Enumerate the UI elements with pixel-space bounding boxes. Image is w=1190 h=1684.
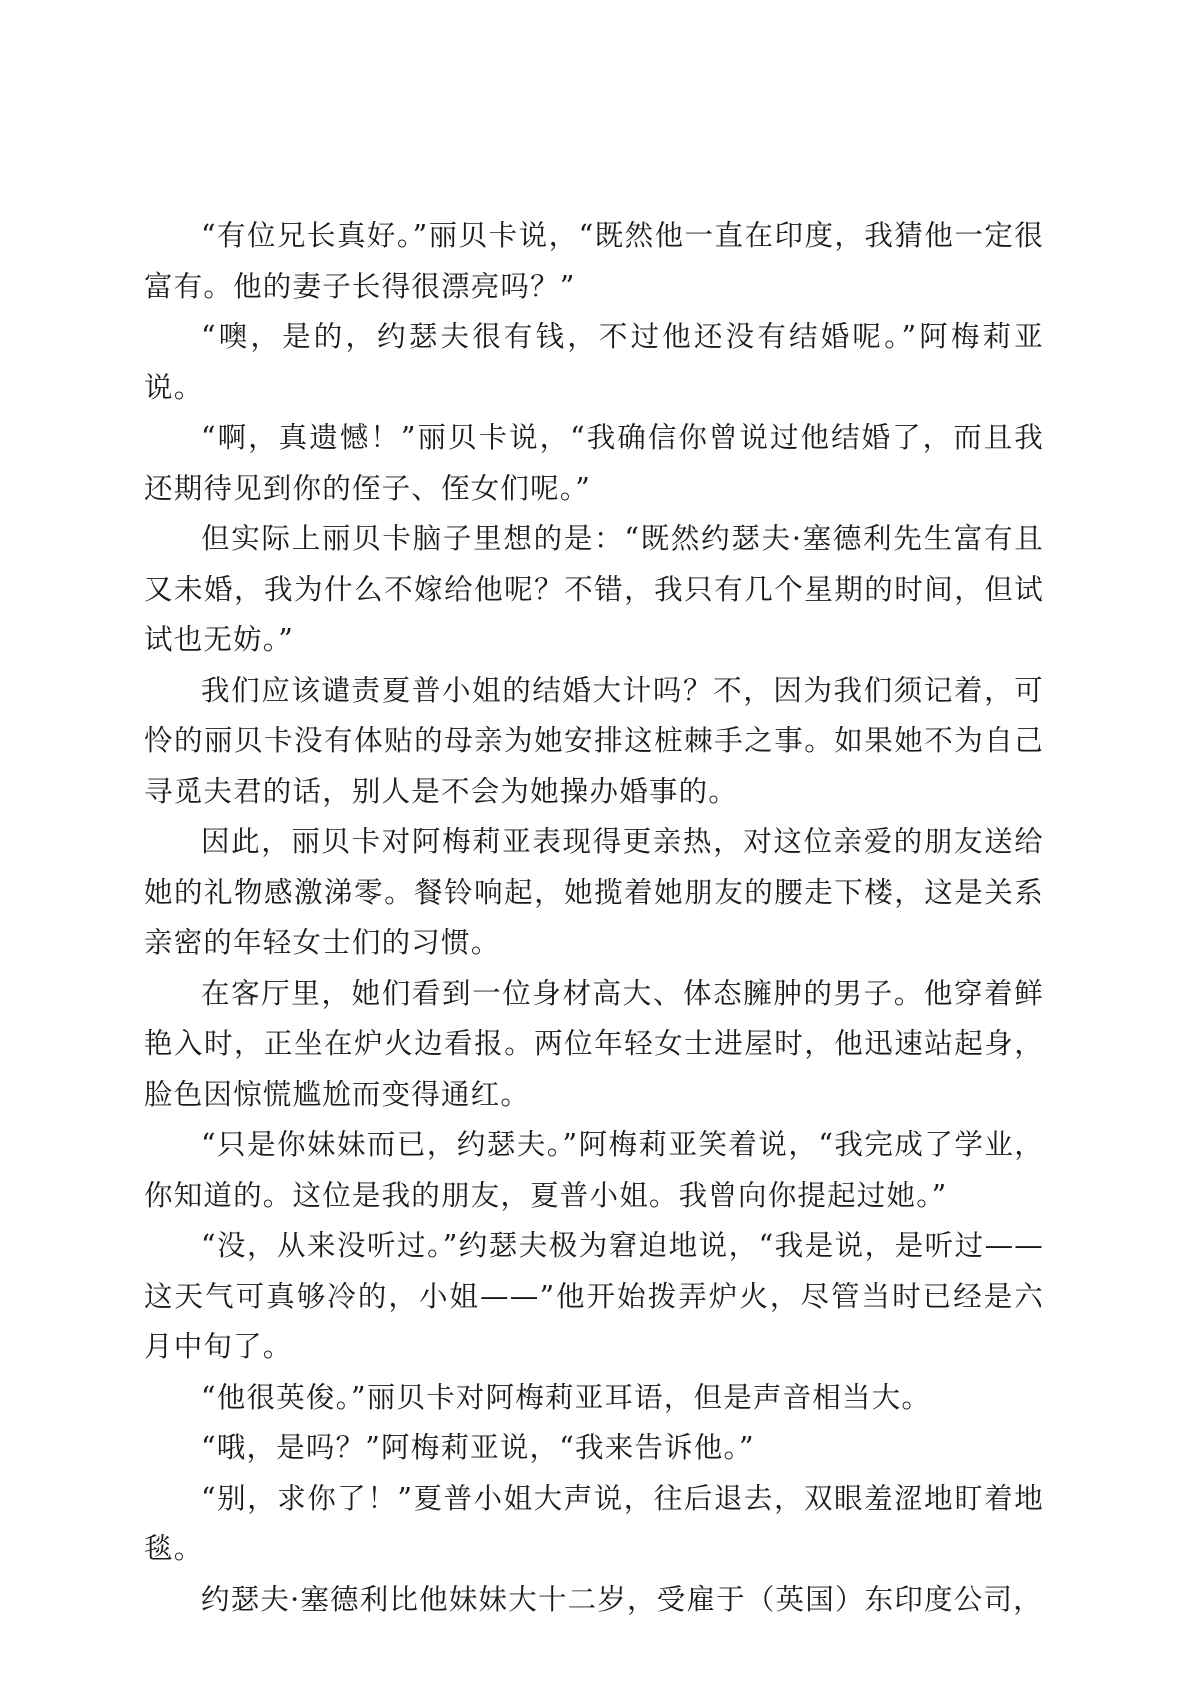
paragraph: “别，求你了！”夏普小姐大声说，往后退去，双眼羞涩地盯着地毯。 [144,1481,1044,1565]
paragraph: 我们应该谴责夏普小姐的结婚大计吗？不，因为我们须记着，可怜的丽贝卡没有体贴的母亲为她安排这桩棘手之事。如果她不为自己寻觅夫君的话，别人是不会为她操办婚事的。 [144,673,1044,808]
paragraph: “没，从来没听过。”约瑟夫极为窘迫地说，“我是说，是听过——这天气可真够冷的，小姐——”他开始拨弄炉火，尽管当时已经是六月中旬了。 [144,1229,1044,1363]
paragraph: “啊，真遗憾！”丽贝卡说，“我确信你曾说过他结婚了，而且我还期待见到你的侄子、侄女们呢。” [144,421,1044,505]
paragraph: “只是你妹妹而已，约瑟夫。”阿梅莉亚笑着说，“我完成了学业，你知道的。这位是我的朋友，夏普小姐。我曾向你提起过她。” [144,1128,1044,1212]
paragraph: “他很英俊。”丽贝卡对阿梅莉亚耳语，但是声音相当大。 [201,1380,932,1414]
paragraph: 约瑟夫·塞德利比他妹妹大十二岁，受雇于（英国）东印度公司， [201,1582,1043,1616]
paragraph: 但实际上丽贝卡脑子里想的是：“既然约瑟夫·塞德利先生富有且又未婚，我为什么不嫁给他呢？不错，我只有几个星期的时间，但试试也无妨。” [144,522,1044,656]
paragraph: “有位兄长真好。”丽贝卡说，“既然他一直在印度，我猜他一定很富有。他的妻子长得很漂亮吗？” [144,219,1044,303]
body-text [144,211,1044,1625]
paragraph: “哦，是吗？”阿梅莉亚说，“我来告诉他。” [201,1431,755,1464]
paragraph: “噢，是的，约瑟夫很有钱，不过他还没有结婚呢。”阿梅莉亚说。 [144,320,1044,404]
paragraph: 因此，丽贝卡对阿梅莉亚表现得更亲热，对这位亲爱的朋友送给她的礼物感激涕零。餐铃响起，她揽着她朋友的腰走下楼，这是关系亲密的年轻女士们的习惯。 [144,825,1044,959]
paragraph: 在客厅里，她们看到一位身材高大、体态臃肿的男子。他穿着鲜艳入时，正坐在炉火边看报。两位年轻女士进屋时，他迅速站起身，脸色因惊慌尴尬而变得通红。 [144,976,1044,1111]
